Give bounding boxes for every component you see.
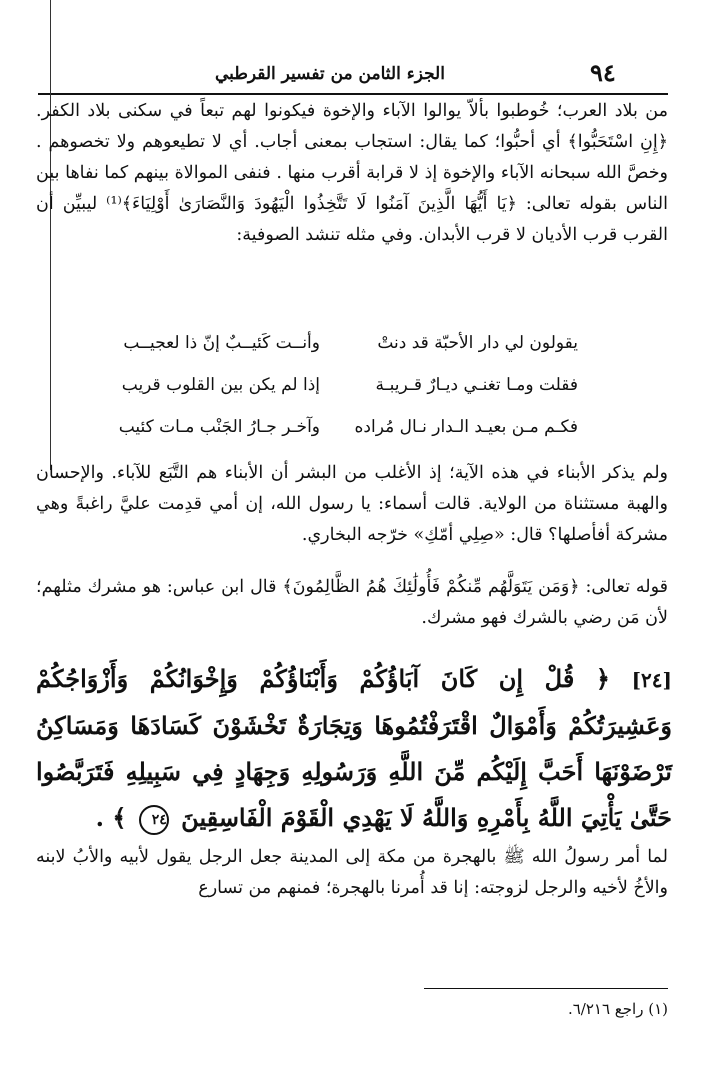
poem-hemistich-first: فقلت ومـا تغنـي ديـارٌ قـريبـة xyxy=(375,375,578,395)
footnote-rule xyxy=(424,988,668,989)
poem-hemistich-second: وأنــت كَئيــبٌ إنّ ذا لعجيــب xyxy=(123,333,320,353)
poem-hemistich-first: فكـم مـن بعيـد الـدار نـال مُراده xyxy=(354,417,578,437)
verse-closing: ﴾ . xyxy=(95,803,127,832)
poem-hemistich-second: إذا لم يكن بين القلوب قريب xyxy=(121,375,320,395)
poem-line xyxy=(50,406,578,448)
ayah-end-marker: ٢٤ xyxy=(139,805,169,835)
running-header-title: الجزء الثامن من تفسير القرطبي xyxy=(215,64,445,84)
verse-text: ﴿ قُلْ إِن كَانَ آبَاؤُكُمْ وَأَبْنَاؤُكُمْ وَإِخْوَانُكُمْ وَأَزْوَاجُكُمْ وَعَشِيرَتُكُمْ وَأَمْوَالٌ اقْتَرَفْتُمُوهَا وَتِجَارَةٌ تَخْشَوْنَ كَسَادَهَا وَمَسَاكِنُ تَرْضَوْنَهَا أَحَبَّ إِلَيْكُم مِّنَ اللَّهِ وَرَسُولِهِ وَجِهَادٍ فِي سَبِيلِهِ فَتَرَبَّصُوا حَتَّىٰ يَأْتِيَ اللَّهُ بِأَمْرِهِ وَاللَّهُ لَا يَهْدِي الْقَوْمَ الْفَاسِقِينَ xyxy=(36,664,672,832)
poem-line xyxy=(50,322,578,364)
header-rule xyxy=(38,93,668,95)
commentary-paragraph-3: قوله تعالى: ﴿وَمَن يَتَوَلَّهُم مِّنكُمْ فَأُولَٰئِكَ هُمُ الظَّالِمُونَ﴾ قال ابن عباس: هو مشرك مثلهم؛ لأن مَن رضي بالشرك فهو مشرك. xyxy=(36,577,668,628)
footnote: (١) راجع ٦/٢١٦. xyxy=(567,1000,668,1018)
commentary-paragraph-1: من بلاد العرب؛ خُوطبوا بألاّ يوالوا الآباء والإخوة فيكونوا لهم تبعاً في سكنى بلاد الكفر. ﴿إِنِ اسْتَحَبُّوا﴾ أي أحبُّوا؛ كما يقال: استجاب بمعنى أجاب. أي لا تطيعوهم ولا تخصوهم . وخصَّ الله سبحانه الآباء والإخوة إذ لا قرابة أقرب منها . فنفى الموالاة بينهم كما نفاها بين الناس بقوله تعالى: ﴿يَا أَيُّهَا الَّذِينَ آمَنُوا لَا تَتَّخِذُوا الْيَهُودَ وَالنَّصَارَىٰ أَوْلِيَاءَ﴾⁽¹⁾ ليبيِّن أن القرب قرب الأديان لا قرب الأبدان. وفي مثله تنشد الصوفية: xyxy=(36,101,668,245)
quran-verse-block xyxy=(36,656,672,841)
commentary-paragraph-4: لما أمر رسولُ الله ﷺ بالهجرة من مكة إلى المدينة جعل الرجل يقول لأبيه والأبُ لابنه والأخُ لأخيه والرجل لزوجته: إنا قد أُمرنا بالهجرة؛ فمنهم من تسارع xyxy=(36,847,668,898)
commentary-paragraph-2: ولم يذكر الأبناء في هذه الآية؛ إذ الأغلب من البشر أن الأبناء هم التَّبَع للآباء. والإحسان والهبة مستثناة من الولاية. قالت أسماء: يا رسول الله، إن أمي قدِمت عليَّ راغبةً وهي مشركة أفأصلها؟ قال: «صِلِي أمّكِ» خرّجه البخاري. xyxy=(36,463,668,545)
poem-block xyxy=(50,322,578,452)
poem-hemistich-second: وآخـر جـارُ الجَنْب مـات كئيب xyxy=(118,417,320,437)
verse-number: [٢٤] xyxy=(631,668,672,692)
poem-line xyxy=(50,364,578,406)
poem-hemistich-first: يقولون لي دار الأحبّة قد دنتْ xyxy=(377,333,578,353)
page-number: ٩٤ xyxy=(590,58,616,87)
